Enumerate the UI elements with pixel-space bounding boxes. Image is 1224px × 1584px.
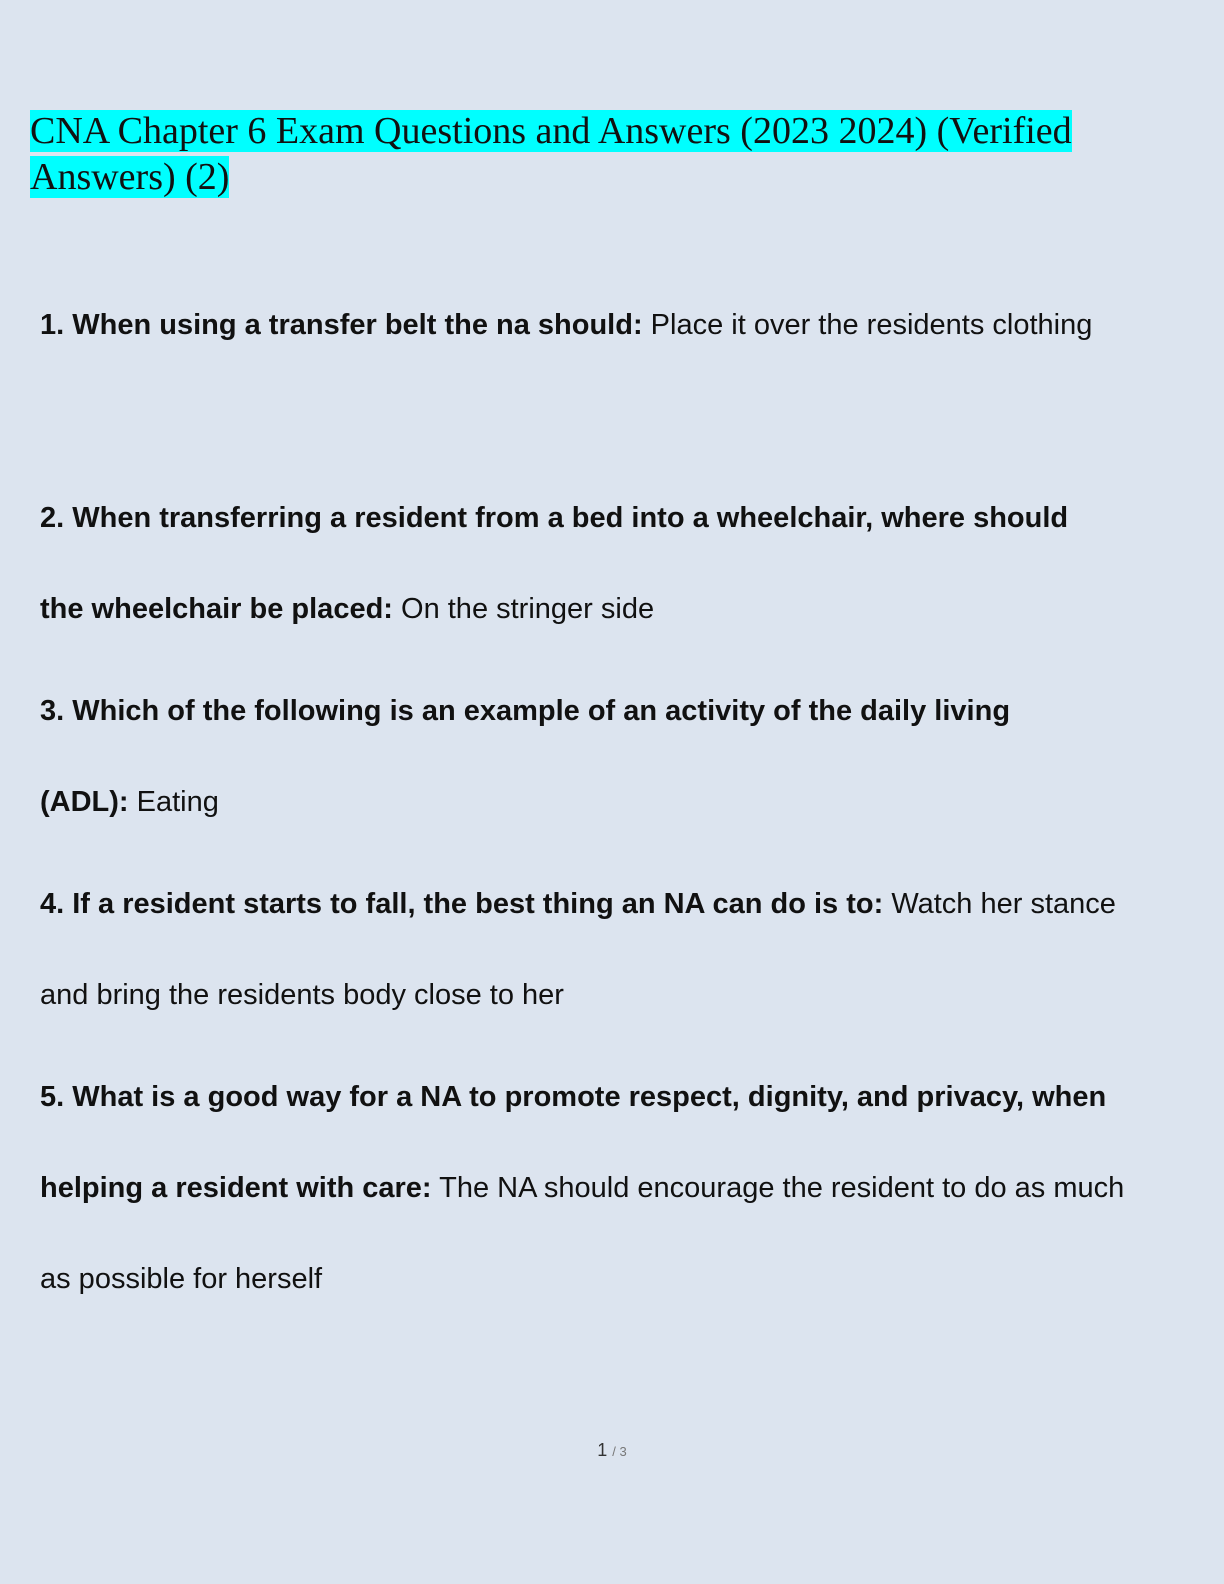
- page-indicator: [0, 1440, 1224, 1461]
- total-pages: / 3: [612, 1444, 627, 1459]
- qa-item-2: [40, 473, 1080, 655]
- question-text: 2. When transferring a resident from a bed into a wheelchair, where should the wheelchair be placed:: [40, 502, 1069, 625]
- answer-text: Place it over the residents clothing: [642, 309, 1093, 341]
- document-title: [30, 108, 1140, 200]
- answer-text: On the stringer side: [392, 593, 655, 625]
- answer-text: Watch her stance and bring the residents body close to her: [40, 888, 1116, 1011]
- question-text: 1. When using a transfer belt the na should:: [40, 309, 643, 341]
- question-text: 3. Which of the following is an example of an activity of the daily living (ADL):: [40, 695, 1011, 818]
- qa-item-4: [40, 859, 1120, 1041]
- question-text: 4. If a resident starts to fall, the best thing an NA can do is to:: [40, 888, 884, 920]
- question-text: 5. What is a good way for a NA to promote respect, dignity, and privacy, when helping a resident with care:: [40, 1081, 1107, 1204]
- qa-item-3: [40, 666, 1040, 848]
- qa-item-5: [40, 1052, 1160, 1325]
- answer-text: Eating: [128, 786, 219, 818]
- answer-text: The NA should encourage the resident to do as much as possible for herself: [40, 1172, 1125, 1295]
- document-title-text: CNA Chapter 6 Exam Questions and Answers (2023 2024) (Verified Answers) (2): [30, 110, 1072, 198]
- current-page: 1: [597, 1440, 608, 1460]
- qa-item-1: [40, 280, 1174, 371]
